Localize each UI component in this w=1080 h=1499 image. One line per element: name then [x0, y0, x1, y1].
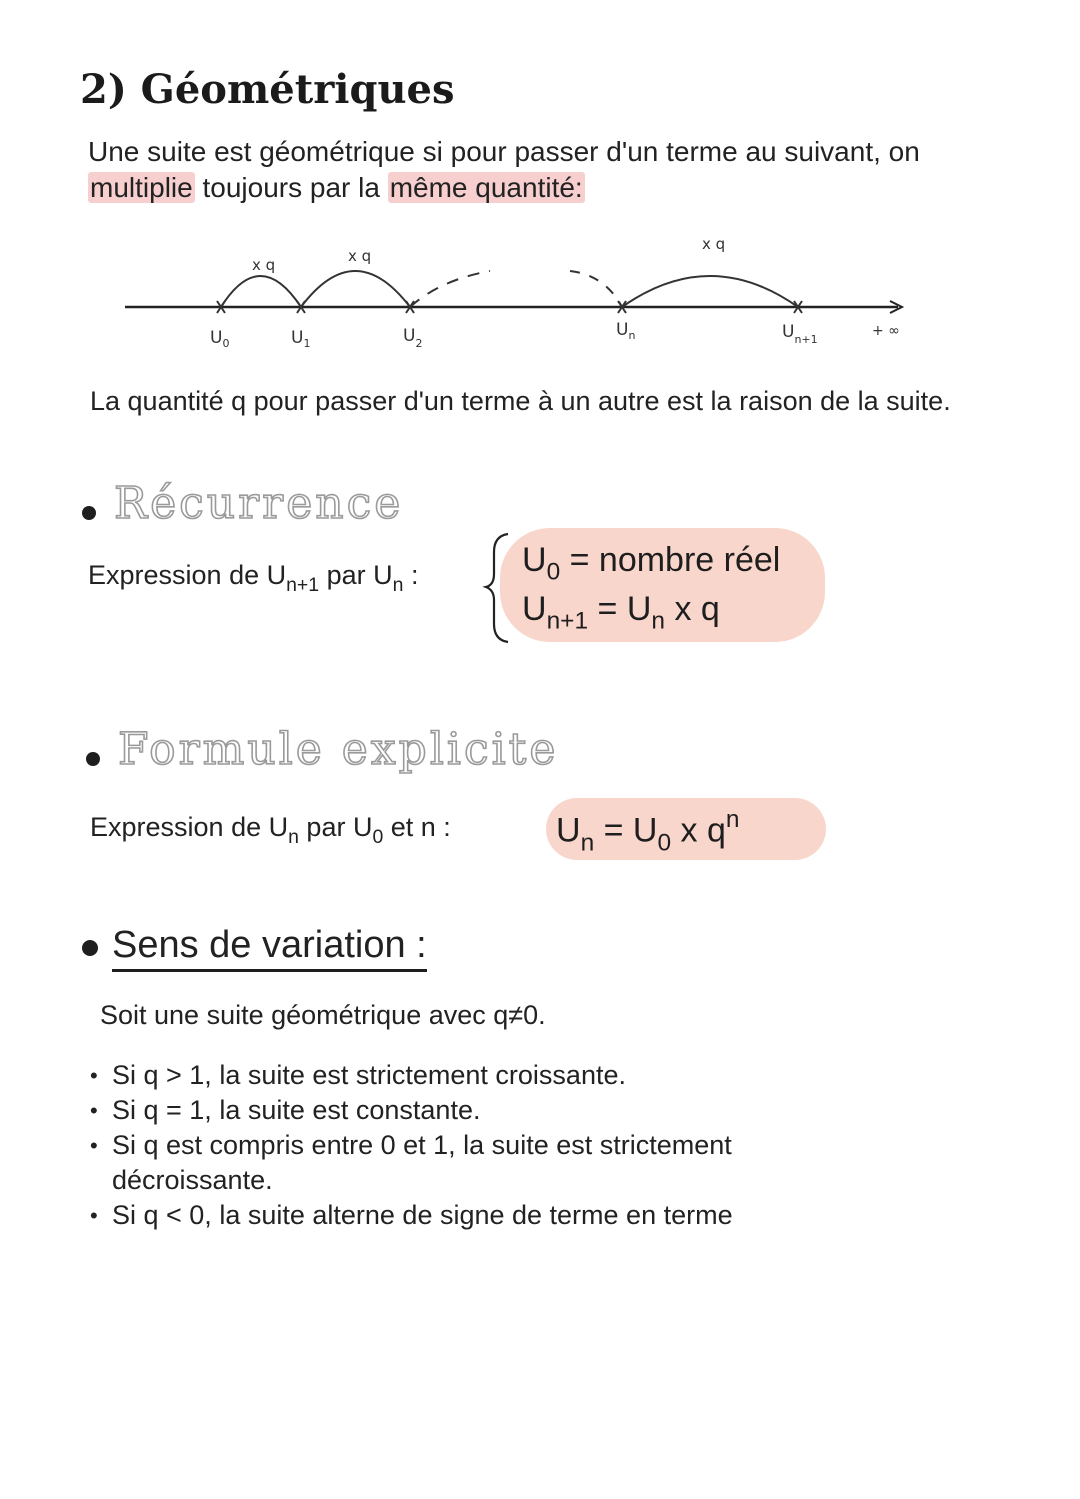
intro-text: Une suite est géométrique si pour passer d'un terme au suivant, on — [88, 136, 920, 167]
sens-cases-list — [90, 1058, 850, 1233]
explicite-formula-x: x q — [671, 811, 726, 850]
multiplier-2: x q — [348, 247, 372, 265]
list-item: • Si q est compris entre 0 et 1, la suite est strictement décroissante. — [90, 1128, 850, 1198]
recurrence-line1-sub: 0 — [546, 558, 561, 586]
recurrence-expr-sub2: n — [392, 573, 404, 596]
arc-2 — [301, 271, 410, 307]
explicite-expr-et-n: et n : — [383, 812, 451, 842]
list-item: • Si q = 1, la suite est constante. — [90, 1093, 850, 1128]
bullet-dot — [82, 940, 98, 956]
recurrence-line2-sub2: n — [651, 607, 665, 635]
intro-highlight-meme-quantite: même quantité: — [389, 172, 583, 203]
number-line-diagram — [110, 225, 930, 365]
arc-dashed-right — [570, 271, 622, 307]
recurrence-line1-rest: = nombre réel — [560, 541, 781, 579]
explicite-formula — [556, 806, 740, 857]
bullet-dot — [86, 752, 100, 766]
recurrence-expr-prefix: Expression de U — [88, 560, 287, 590]
explicite-expr-par: par — [298, 812, 353, 842]
explicite-expression — [90, 812, 451, 849]
recurrence-line2-rest: x q — [665, 590, 720, 628]
recurrence-line2-sub: n+1 — [546, 607, 589, 635]
recurrence-line-1 — [522, 541, 780, 587]
term-un1: $U_{n+1}$ — [782, 322, 818, 346]
explicite-expr-u0: U — [352, 812, 373, 842]
brace-icon — [482, 530, 512, 645]
recurrence-expression — [88, 560, 418, 597]
recurrence-expr-mid: par U — [319, 560, 393, 590]
term-un: $U_n$ — [616, 320, 636, 342]
bullet-dot — [82, 506, 96, 520]
explicite-formula-sup: n — [725, 806, 740, 833]
intro-highlight-multiplie: multiplie — [90, 172, 193, 203]
sens-intro: Soit une suite géométrique avec q≠0. — [100, 1000, 546, 1030]
multiplier-3: x q — [702, 235, 726, 253]
arc-dashed-left — [410, 271, 490, 307]
explicite-expr-sub-0: 0 — [372, 825, 384, 848]
explicite-expr-sub-n: n — [288, 825, 299, 848]
recurrence-line2-eq: = U — [588, 590, 652, 628]
explicite-formula-u: U — [556, 811, 581, 850]
recurrence-expr-sub1: n+1 — [286, 573, 320, 596]
recurrence-expr-suffix: : — [403, 560, 419, 590]
explicite-expr-prefix: Expression de — [90, 812, 269, 842]
arc-3 — [622, 276, 798, 307]
term-u0: $U_0$ — [210, 328, 230, 350]
multiplier-1: x q — [252, 256, 276, 274]
term-u1: $U_1$ — [291, 328, 311, 350]
explicite-heading: Formule explicite — [118, 724, 559, 775]
list-item: • Si q > 1, la suite est strictement croissante. — [90, 1058, 850, 1093]
term-u2: $U_2$ — [403, 326, 423, 350]
intro-paragraph — [88, 134, 920, 206]
recurrence-heading: Récurrence — [114, 478, 404, 529]
arc-1 — [221, 276, 301, 307]
explicite-expr-u: U — [268, 812, 289, 842]
recurrence-line-2 — [522, 590, 720, 636]
recurrence-line2-u: U — [522, 590, 547, 628]
infinity-label: + ∞ — [872, 323, 900, 339]
section-title: 2) Géométriques — [80, 66, 455, 113]
sens-heading: Sens de variation : — [112, 924, 427, 972]
raison-text: La quantité q pour passer d'un terme à un autre est la raison de la suite. — [90, 386, 951, 416]
list-item: • Si q < 0, la suite alterne de signe de terme en terme — [90, 1198, 850, 1233]
intro-middle: toujours par la — [194, 172, 388, 203]
explicite-formula-eq: = U — [594, 811, 658, 850]
explicite-formula-sub-n: n — [580, 829, 595, 857]
explicite-formula-sub-0: 0 — [657, 829, 672, 857]
recurrence-line1-u: U — [522, 541, 547, 579]
